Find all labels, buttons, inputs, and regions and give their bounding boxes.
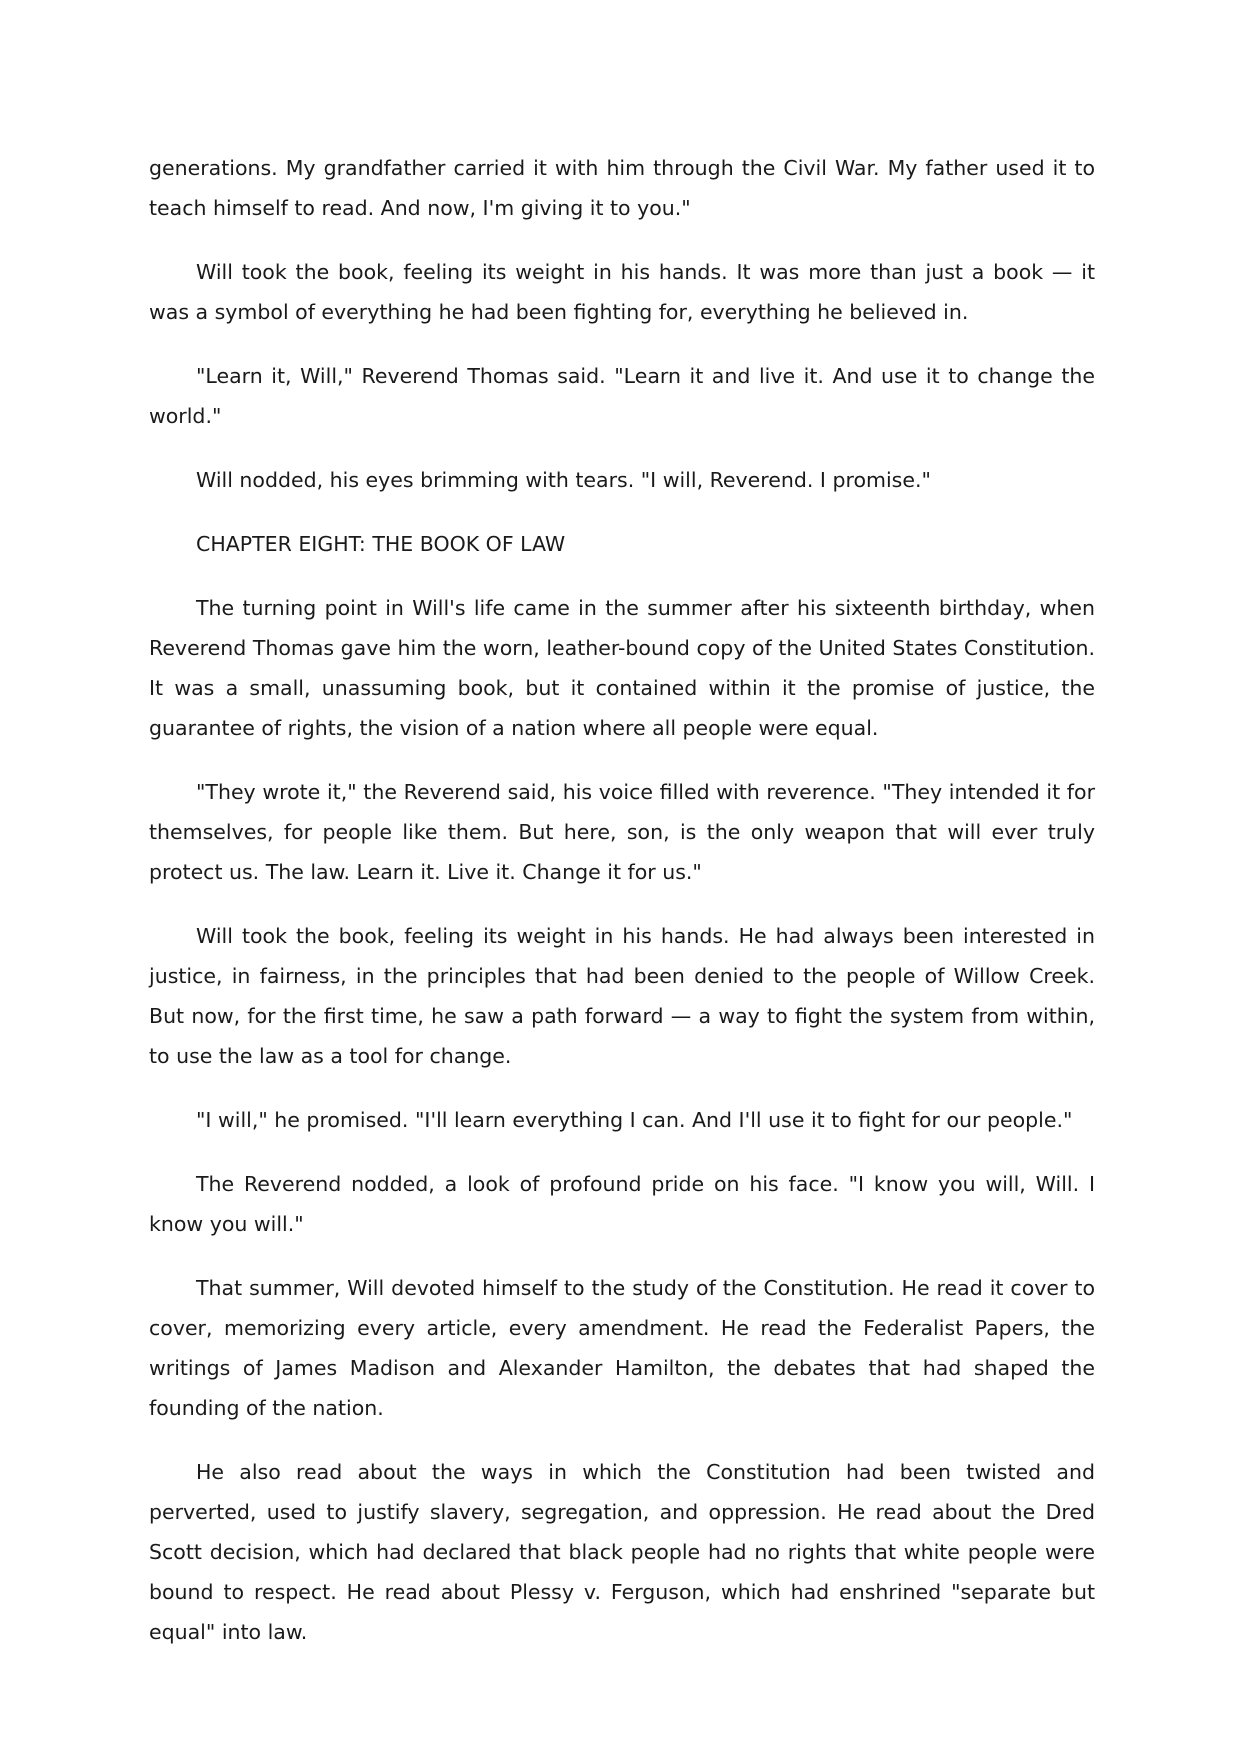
paragraph: Will took the book, feeling its weight in his hands. It was more than just a book — it was a symbol of everything he had been fighting for, everything he believed in. — [149, 260, 1095, 324]
paragraph: "I will," he promised. "I'll learn everything I can. And I'll use it to fight for our people." — [196, 1108, 1073, 1132]
paragraph: That summer, Will devoted himself to the study of the Constitution. He read it cover to cover, memorizing every article, every amendment. He read the Federalist Papers, the writings of James Madison and Alexander Hamilton, the debates that had shaped the founding of the nation. — [149, 1276, 1095, 1420]
paragraph: Will took the book, feeling its weight in his hands. He had always been interested in justice, in fairness, in the principles that had been denied to the people of Willow Creek. But now, for the first time, he saw a path forward — a way to fight the system from within, to use the law as a tool for change. — [149, 924, 1095, 1068]
document-page — [149, 148, 1095, 1652]
paragraph: "Learn it, Will," Reverend Thomas said. "Learn it and live it. And use it to change the world." — [149, 364, 1095, 428]
paragraph: The Reverend nodded, a look of profound pride on his face. "I know you will, Will. I know you will." — [149, 1172, 1095, 1236]
paragraph-continuation: generations. My grandfather carried it with him through the Civil War. My father used it to teach himself to read. And now, I'm giving it to you." — [149, 156, 1095, 220]
paragraph: The turning point in Will's life came in the summer after his sixteenth birthday, when Reverend Thomas gave him the worn, leather-bound copy of the United States Constitution. It was a small, unassuming book, but it contained within it the promise of justice, the guarantee of rights, the vision of a nation where all people were equal. — [149, 596, 1095, 740]
paragraph: Will nodded, his eyes brimming with tears. "I will, Reverend. I promise." — [196, 468, 931, 492]
chapter-heading: CHAPTER EIGHT: THE BOOK OF LAW — [196, 532, 566, 556]
paragraph: "They wrote it," the Reverend said, his voice filled with reverence. "They intended it for themselves, for people like them. But here, son, is the only weapon that will ever truly protect us. The law. Learn it. Live it. Change it for us." — [149, 780, 1095, 884]
paragraph: He also read about the ways in which the Constitution had been twisted and perverted, used to justify slavery, segregation, and oppression. He read about the Dred Scott decision, which had declared that black people had no rights that white people were bound to respect. He read about Plessy v. Ferguson, which had enshrined "separate but equal" into law. — [149, 1460, 1095, 1644]
